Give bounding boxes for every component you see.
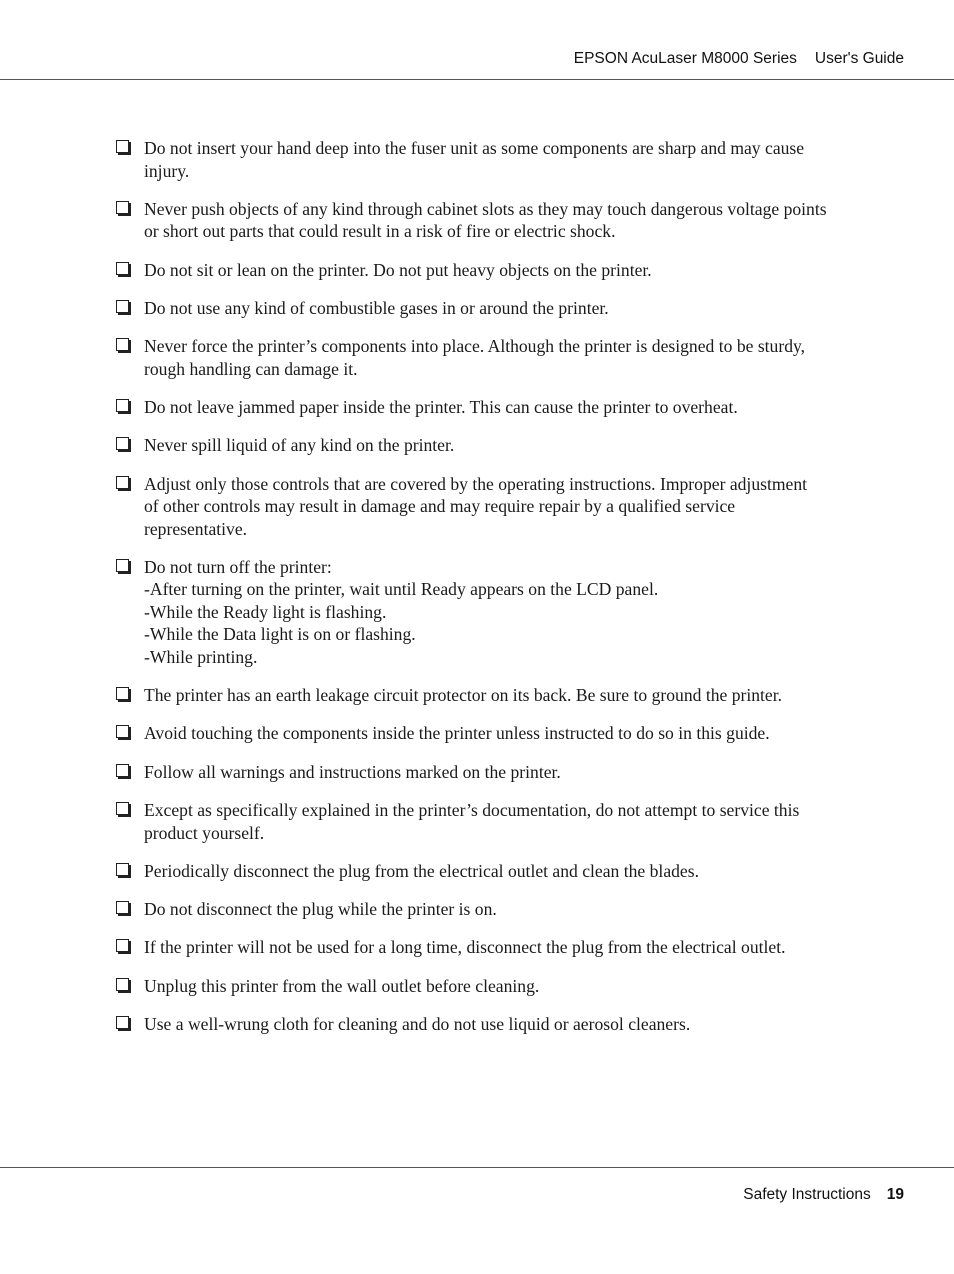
list-item — [116, 684, 886, 707]
item-text-line: Avoid touching the components inside the printer unless instructed to do so in this guide. — [144, 723, 770, 744]
list-item — [116, 434, 886, 457]
checkbox-bullet-icon — [116, 1016, 129, 1029]
checkbox-bullet-icon — [116, 725, 129, 738]
product-name: EPSON AcuLaser M8000 Series — [573, 50, 797, 67]
item-text-line: The printer has an earth leakage circuit protector on its back. Be sure to ground the printer. — [144, 685, 783, 706]
checkbox-bullet-icon — [116, 802, 129, 815]
list-item — [116, 860, 886, 883]
item-text-line: Never force the printer’s components into place. Although the printer is designed to be sturdy, — [144, 336, 806, 357]
item-text-line: Never spill liquid of any kind on the printer. — [144, 435, 455, 456]
item-text-line: -While printing. — [144, 646, 258, 667]
page-number: 19 — [886, 1186, 904, 1203]
list-item — [116, 198, 886, 243]
guide-name: User's Guide — [814, 50, 904, 67]
list-item — [116, 722, 886, 745]
item-text-line: -After turning on the printer, wait until Ready appears on the LCD panel. — [144, 579, 659, 600]
checkbox-bullet-icon — [116, 764, 129, 777]
checkbox-bullet-icon — [116, 476, 129, 489]
checkbox-bullet-icon — [116, 863, 129, 876]
item-text-line: Periodically disconnect the plug from the electrical outlet and clean the blades. — [144, 860, 699, 881]
item-text-line: -While the Ready light is flashing. — [144, 601, 387, 622]
checkbox-bullet-icon — [116, 978, 129, 991]
item-text-line: Do not disconnect the plug while the printer is on. — [144, 899, 497, 920]
list-item — [116, 137, 886, 182]
footer-rule — [0, 1167, 954, 1168]
checkbox-bullet-icon — [116, 687, 129, 700]
safety-instructions-list — [116, 137, 886, 1051]
item-text-line: Follow all warnings and instructions marked on the printer. — [144, 761, 561, 782]
item-text-line: Do not use any kind of combustible gases in or around the printer. — [144, 297, 609, 318]
item-text-line: Do not insert your hand deep into the fuser unit as some components are sharp and may cause — [144, 138, 805, 158]
list-item — [116, 898, 886, 921]
section-title: Safety Instructions — [743, 1186, 871, 1203]
item-text-line: -While the Data light is on or flashing. — [144, 624, 416, 645]
item-text-line: Unplug this printer from the wall outlet before cleaning. — [144, 975, 540, 996]
item-text-line: Do not leave jammed paper inside the printer. This can cause the printer to overheat. — [144, 396, 738, 417]
list-item — [116, 975, 886, 998]
item-text-line: injury. — [144, 160, 190, 181]
item-text-line: Except as specifically explained in the printer’s documentation, do not attempt to service this — [144, 800, 800, 821]
checkbox-bullet-icon — [116, 399, 129, 412]
item-text-line: rough handling can damage it. — [144, 358, 358, 379]
item-text-line: Never push objects of any kind through cabinet slots as they may touch dangerous voltage points — [144, 198, 827, 219]
checkbox-bullet-icon — [116, 437, 129, 450]
list-item — [116, 761, 886, 784]
page-footer — [743, 1186, 904, 1204]
list-item — [116, 1013, 886, 1036]
checkbox-bullet-icon — [116, 262, 129, 275]
item-text-line: Do not turn off the printer: — [144, 556, 332, 577]
checkbox-bullet-icon — [116, 201, 129, 214]
item-text-line: product yourself. — [144, 822, 265, 843]
item-text-line: or short out parts that could result in a risk of fire or electric shock. — [144, 221, 616, 242]
item-text-line: representative. — [144, 518, 248, 539]
item-text-line: of other controls may result in damage and may require repair by a qualified service — [144, 496, 736, 517]
running-header — [574, 50, 904, 68]
checkbox-bullet-icon — [116, 338, 129, 351]
list-item — [116, 297, 886, 320]
item-text-line: If the printer will not be used for a long time, disconnect the plug from the electrical outlet. — [144, 937, 786, 958]
list-item — [116, 556, 886, 669]
item-text-line: Adjust only those controls that are covered by the operating instructions. Improper adjustment — [144, 473, 808, 494]
list-item — [116, 799, 886, 844]
list-item — [116, 473, 886, 541]
item-text-line: Use a well-wrung cloth for cleaning and do not use liquid or aerosol cleaners. — [144, 1014, 691, 1035]
checkbox-bullet-icon — [116, 939, 129, 952]
list-item — [116, 396, 886, 419]
checkbox-bullet-icon — [116, 140, 129, 153]
checkbox-bullet-icon — [116, 559, 129, 572]
list-item — [116, 936, 886, 959]
checkbox-bullet-icon — [116, 901, 129, 914]
list-item — [116, 335, 886, 380]
list-item — [116, 259, 886, 282]
item-text-line: Do not sit or lean on the printer. Do not put heavy objects on the printer. — [144, 259, 652, 280]
page-header — [0, 0, 954, 80]
checkbox-bullet-icon — [116, 300, 129, 313]
